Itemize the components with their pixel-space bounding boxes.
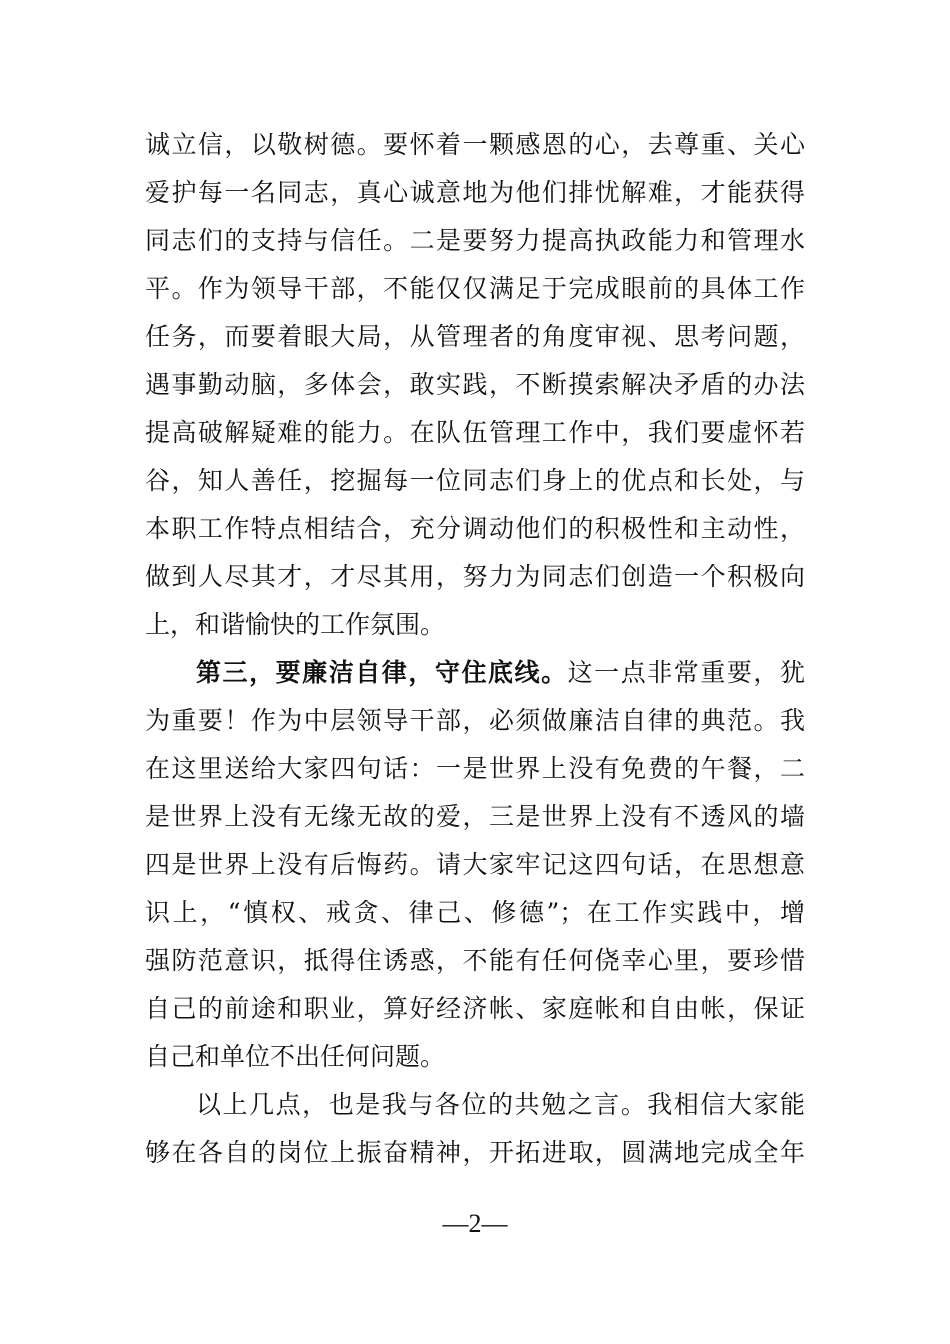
body-text-line: 平。作为领导干部，不能仅仅满足于完成眼前的具体工作 <box>145 274 805 303</box>
body-text-line: 做到人尽其才，才尽其用，努力为同志们创造一个积极向 <box>145 562 805 591</box>
body-text-line: 够在各自的岗位上振奋精神，开拓进取，圆满地完成全年 <box>145 1138 805 1167</box>
body-text-line: 四是世界上没有后悔药。请大家牢记这四句话，在思想意 <box>145 850 805 879</box>
body-text-line: 是世界上没有无缘无故的爱，三是世界上没有不透风的墙 <box>145 802 805 831</box>
body-text-line: 诚立信，以敬树德。要怀着一颗感恩的心，去尊重、关心 <box>145 130 805 159</box>
body-text-line: 强防范意识，抵得住诱惑，不能有任何侥幸心里，要珍惜 <box>145 946 805 975</box>
body-text-line: 上，和谐愉快的工作氛围。 <box>145 610 446 639</box>
body-text-line: 为重要！作为中层领导干部，必须做廉洁自律的典范。我 <box>145 706 805 735</box>
body-text-line: 遇事勤动脑，多体会，敢实践，不断摸索解决矛盾的办法 <box>145 370 805 399</box>
body-text-line: 任务，而要着眼大局，从管理者的角度审视、思考问题， <box>145 322 805 351</box>
body-text-line: 同志们的支持与信任。二是要努力提高执政能力和管理水 <box>145 226 805 255</box>
body-text-line: 爱护每一名同志，真心诚意地为他们排忧解难，才能获得 <box>145 178 805 207</box>
section-text: 这一点非常重要，犹 <box>567 658 805 687</box>
body-text-line: 提高破解疑难的能力。在队伍管理工作中，我们要虚怀若 <box>145 418 805 447</box>
section-heading: 第三，要廉洁自律，守住底线。 <box>196 658 568 687</box>
section-heading-line <box>196 653 805 693</box>
body-text-line: 自己的前途和职业，算好经济帐、家庭帐和自由帐，保证 <box>145 994 805 1023</box>
body-text-line: 自己和单位不出任何问题。 <box>145 1042 446 1071</box>
body-text-line: 本职工作特点相结合，充分调动他们的积极性和主动性， <box>145 514 805 543</box>
body-text-line: 谷，知人善任，挖掘每一位同志们身上的优点和长处，与 <box>145 466 805 495</box>
body-text-line: 识上，“慎权、戒贪、律己、修德”；在工作实践中，增 <box>145 898 805 927</box>
body-text-line: 以上几点，也是我与各位的共勉之言。我相信大家能 <box>196 1090 805 1119</box>
body-text-line: 在这里送给大家四句话：一是世界上没有免费的午餐，二 <box>145 754 805 783</box>
page-number: —2— <box>442 1209 508 1238</box>
